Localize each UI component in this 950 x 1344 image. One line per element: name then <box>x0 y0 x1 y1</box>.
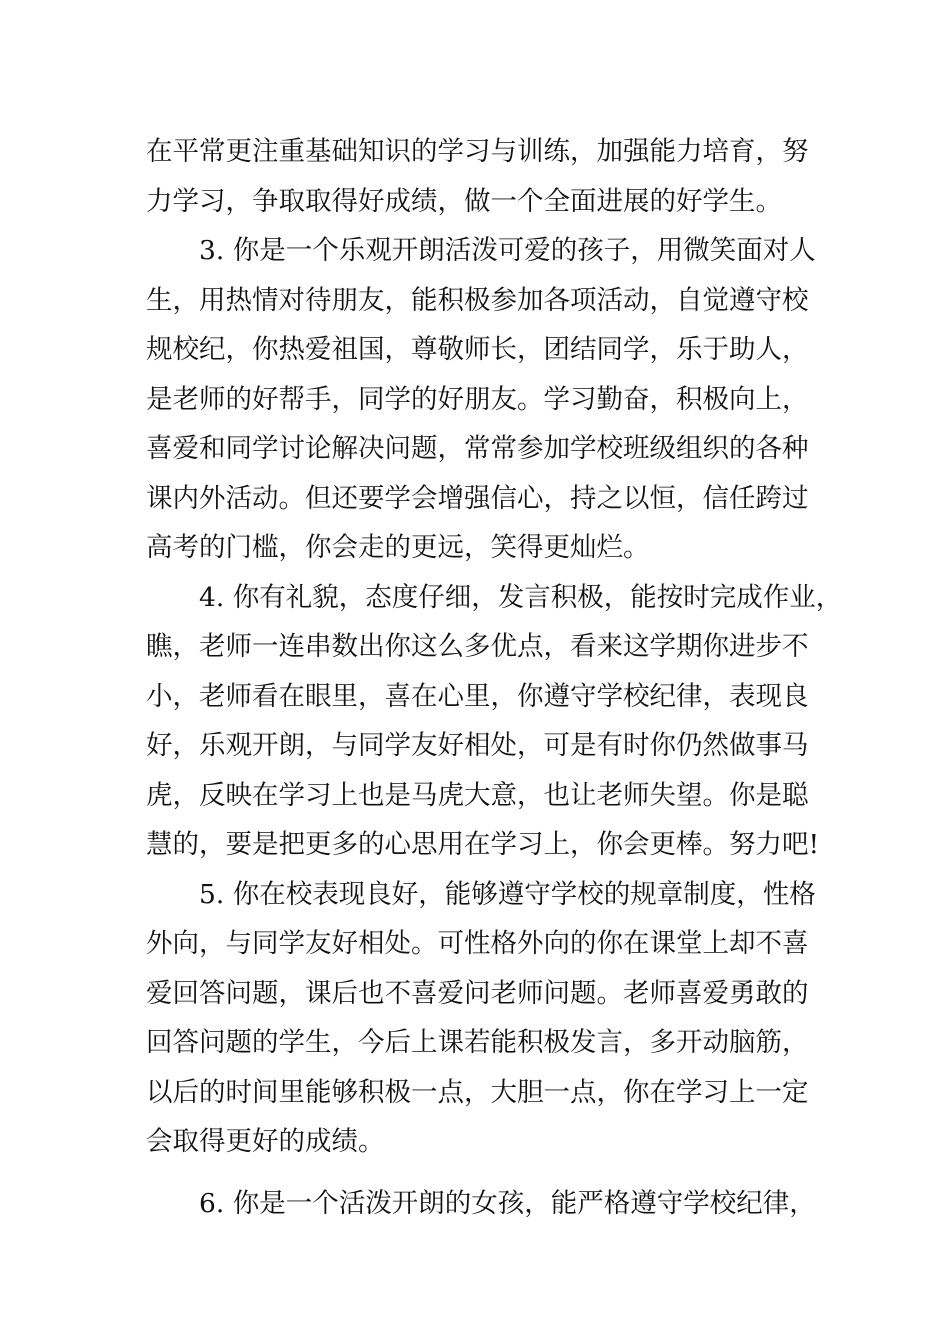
text-line: 规校纪，你热爱祖国，尊敬师长，团结同学，乐于助人， <box>146 334 809 365</box>
text-line: 瞧，老师一连串数出你这么多优点，看来这学期你进步不 <box>146 631 809 662</box>
text-line: 在平常更注重基础知识的学习与训练，加强能力培育，努 <box>146 136 809 167</box>
text-line: 6. 你是一个活泼开朗的女孩，能严格遵守学校纪律， <box>146 1187 816 1219</box>
text-line: 以后的时间里能够积极一点，大胆一点，你在学习上一定 <box>146 1076 809 1108</box>
text-line: 慧的，要是把更多的心思用在学习上，你会更棒。努力吧! <box>146 829 820 860</box>
text-line: 3. 你是一个乐观开朗活泼可爱的孩子，用微笑面对人 <box>146 235 816 266</box>
paragraph-gap <box>146 1167 816 1179</box>
text-line: 好，乐观开朗，与同学友好相处，可是有时你仍然做事马 <box>146 730 809 761</box>
text-line: 会取得更好的成绩。 <box>146 1126 385 1157</box>
text-line: 虎，反映在学习上也是马虎大意，也让老师失望。你是聪 <box>146 779 809 811</box>
text-line: 课内外活动。但还要学会增强信心，持之以恒，信任跨过 <box>146 482 809 514</box>
text-line: 外向，与同学友好相处。可性格外向的你在课堂上却不喜 <box>146 928 809 959</box>
text-line: 小，老师看在眼里，喜在心里，你遵守学校纪律，表现良 <box>146 680 809 712</box>
text-line: 高考的门槛，你会走的更远，笑得更灿烂。 <box>146 532 650 563</box>
text-line: 是老师的好帮手，同学的好朋友。学习勤奋，积极向上， <box>146 383 809 415</box>
text-line: 5. 你在校表现良好，能够遵守学校的规章制度，性格 <box>146 878 816 910</box>
document-body <box>146 127 843 1228</box>
text-line: 爱回答问题，课后也不喜爱问老师问题。老师喜爱勇敢的 <box>146 977 809 1009</box>
text-line: 生，用热情对待朋友，能积极参加各项活动，自觉遵守校 <box>146 284 809 316</box>
text-line: 喜爱和同学讨论解决问题，常常参加学校班级组织的各种 <box>146 433 809 464</box>
text-line: 力学习，争取取得好成绩，做一个全面进展的好学生。 <box>146 185 782 217</box>
text-line: 4. 你有礼貌，态度仔细，发言积极，能按时完成作业， <box>146 581 843 613</box>
text-line: 回答问题的学生，今后上课若能积极发言，多开动脑筋， <box>146 1027 809 1058</box>
